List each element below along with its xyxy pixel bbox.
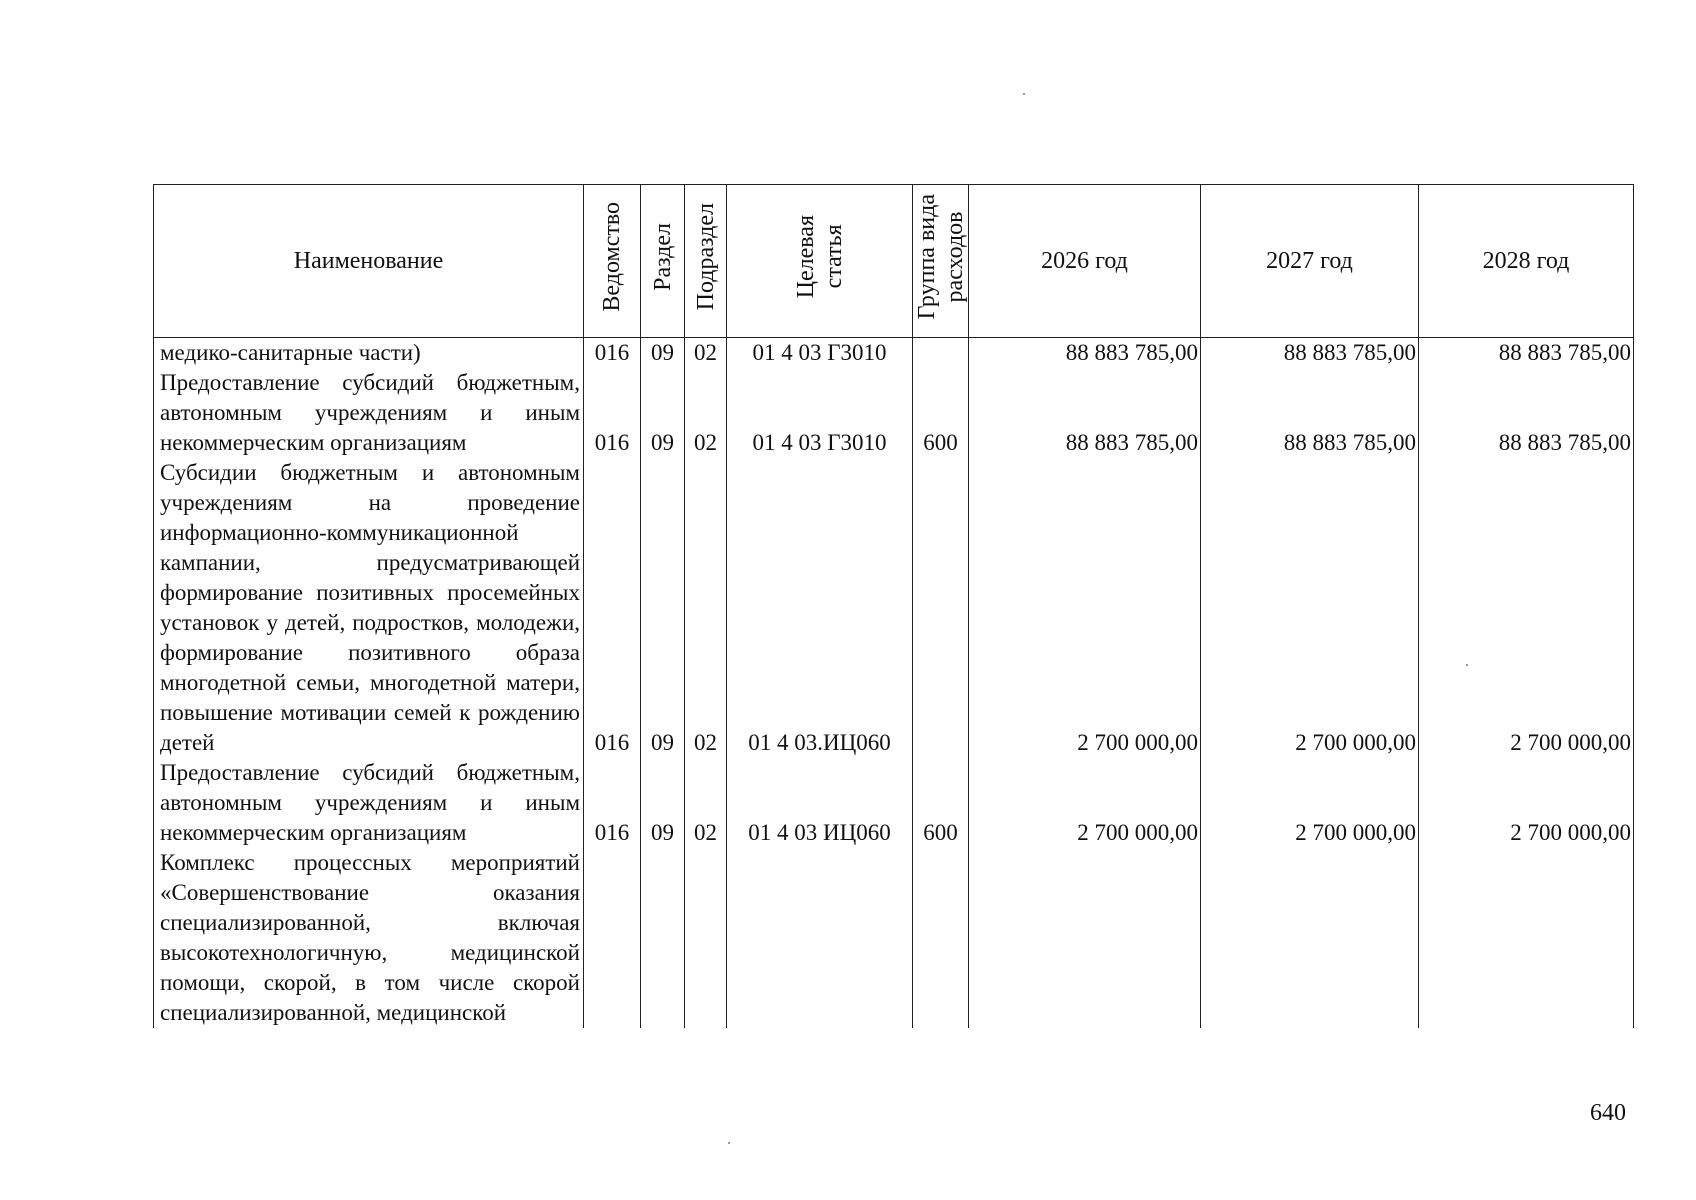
header-name <box>154 185 584 338</box>
row-podrazdel: 02 <box>685 758 727 848</box>
row-2028: 2 700 000,00 <box>1419 458 1634 758</box>
row-2027: 2 700 000,00 <box>1201 458 1419 758</box>
row-vedomstvo <box>584 848 641 1028</box>
row-name: медико-санитарные части) <box>154 338 584 369</box>
header-vedomstvo <box>584 185 641 338</box>
header-2026 <box>969 185 1201 338</box>
row-name: Предоставление субсидий бюджетным, автономным учреждениям и иным некоммерческим организациям <box>154 368 584 458</box>
row-gruppa <box>913 458 969 758</box>
row-2027: 88 883 785,00 <box>1201 368 1419 458</box>
row-2026: 88 883 785,00 <box>969 368 1201 458</box>
header-gruppa-text: Группа вида расходов <box>914 194 968 320</box>
row-vedomstvo: 016 <box>584 338 641 369</box>
scan-speck <box>728 1142 730 1144</box>
header-gruppa <box>913 185 969 338</box>
header-name-text: Наименование <box>293 248 444 274</box>
row-razdel <box>641 848 685 1028</box>
row-celevaya: 01 4 03 Г3010 <box>727 338 913 369</box>
row-vedomstvo: 016 <box>584 758 641 848</box>
row-podrazdel: 02 <box>685 338 727 369</box>
table-row <box>154 458 1634 758</box>
row-2027 <box>1201 848 1419 1028</box>
row-name: Субсидии бюджетным и автономным учреждениям на проведение информационно-коммуникационной кампании, предусматривающей формирование позитивных просемейных установок у детей, подростков, молодежи, формирование позитивного образа многодетной семьи, многодетной матери, повышение мотивации семей к рождению детей <box>154 458 584 758</box>
row-podrazdel: 02 <box>685 368 727 458</box>
header-2026-text: 2026 год <box>1041 248 1128 274</box>
row-2028 <box>1419 848 1634 1028</box>
scan-speck <box>1466 664 1468 666</box>
row-name: Комплекс процессных мероприятий «Совершенствование оказания специализированной, включая высокотехнологичную, медицинской помощи, скорой, в том числе скорой специализированной, медицинской <box>154 848 584 1028</box>
table-row <box>154 338 1634 369</box>
row-gruppa <box>913 848 969 1028</box>
row-razdel: 09 <box>641 458 685 758</box>
row-2026 <box>969 848 1201 1028</box>
table-row <box>154 368 1634 458</box>
header-2028-text: 2028 год <box>1482 248 1570 274</box>
header-celevaya-statya <box>727 185 913 338</box>
header-podrazdel-text: Подраздел <box>692 203 719 311</box>
row-celevaya <box>727 848 913 1028</box>
row-name: Предоставление субсидий бюджетным, автономным учреждениям и иным некоммерческим организациям <box>154 758 584 848</box>
header-razdel <box>641 185 685 338</box>
header-celevaya-text: Целевая статья <box>792 215 847 299</box>
row-razdel: 09 <box>641 338 685 369</box>
row-2027: 88 883 785,00 <box>1201 338 1419 369</box>
header-2027 <box>1201 185 1419 338</box>
header-podrazdel <box>685 185 727 338</box>
row-celevaya: 01 4 03.ИЦ060 <box>727 458 913 758</box>
row-razdel: 09 <box>641 758 685 848</box>
row-2026: 2 700 000,00 <box>969 758 1201 848</box>
row-gruppa: 600 <box>913 758 969 848</box>
row-2028: 2 700 000,00 <box>1419 758 1634 848</box>
row-2026: 2 700 000,00 <box>969 458 1201 758</box>
row-celevaya: 01 4 03 Г3010 <box>727 368 913 458</box>
row-podrazdel <box>685 848 727 1028</box>
table-header-row <box>154 185 1634 338</box>
row-podrazdel: 02 <box>685 458 727 758</box>
row-vedomstvo: 016 <box>584 368 641 458</box>
budget-table <box>153 184 1634 1028</box>
row-2028: 88 883 785,00 <box>1419 338 1634 369</box>
header-2027-text: 2027 год <box>1266 248 1353 274</box>
row-gruppa: 600 <box>913 368 969 458</box>
table-row <box>154 848 1634 1028</box>
header-2028 <box>1419 185 1634 338</box>
row-vedomstvo: 016 <box>584 458 641 758</box>
row-2028: 88 883 785,00 <box>1419 368 1634 458</box>
page-number: 640 <box>1590 1100 1626 1126</box>
row-celevaya: 01 4 03 ИЦ060 <box>727 758 913 848</box>
row-razdel: 09 <box>641 368 685 458</box>
row-gruppa <box>913 338 969 369</box>
header-vedomstvo-text: Ведомство <box>599 202 625 312</box>
header-razdel-text: Раздел <box>649 223 676 291</box>
row-2027: 2 700 000,00 <box>1201 758 1419 848</box>
scan-speck <box>1023 93 1025 95</box>
table-row <box>154 758 1634 848</box>
row-2026: 88 883 785,00 <box>969 338 1201 369</box>
